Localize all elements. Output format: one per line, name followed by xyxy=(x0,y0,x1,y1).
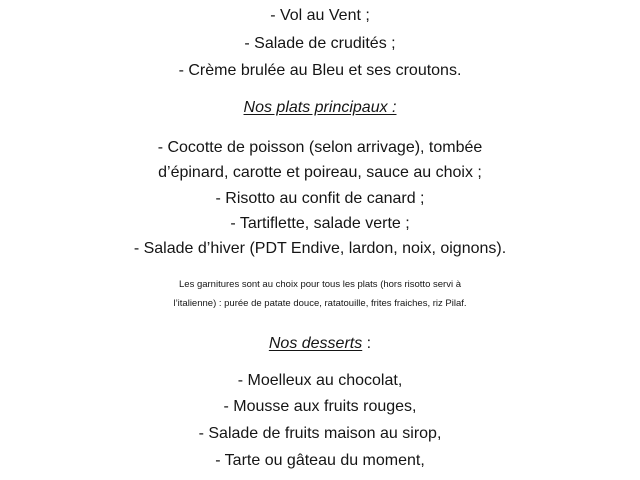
main-course-item: - Salade d’hiver (PDT Endive, lardon, noix, oignons). xyxy=(133,240,507,257)
main-course-item: d’épinard, carotte et poireau, sauce au choix ; xyxy=(158,164,482,181)
main-course-item: - Tartiflette, salade verte ; xyxy=(230,215,410,232)
entree-item: - Vol au Vent ; xyxy=(270,7,370,24)
main-course-item: - Risotto au confit de canard ; xyxy=(215,190,425,207)
main-courses-heading: Nos plats principaux : xyxy=(243,99,397,116)
dessert-item: - Mousse aux fruits rouges, xyxy=(223,398,417,415)
entree-item: - Crème brulée au Bleu et ses croutons. xyxy=(178,62,462,79)
desserts-heading-label: Nos desserts xyxy=(268,335,363,352)
desserts-heading xyxy=(0,334,640,354)
dessert-item: - Tarte ou gâteau du moment, xyxy=(215,452,425,469)
garnish-note-line2: l’italienne) : purée de patate douce, ratatouille, frites fraiches, riz Pilaf. xyxy=(173,298,467,309)
garnish-note-line1: Les garnitures sont au choix pour tous les plats (hors risotto servi à xyxy=(179,279,461,290)
desserts-heading-suffix: : xyxy=(362,335,372,352)
entree-item: - Salade de crudités ; xyxy=(244,35,396,52)
main-course-item: - Cocotte de poisson (selon arrivage), tombée xyxy=(157,139,483,156)
dessert-item: - Salade de fruits maison au sirop, xyxy=(198,425,442,442)
dessert-item: - Moelleux au chocolat, xyxy=(237,372,403,389)
